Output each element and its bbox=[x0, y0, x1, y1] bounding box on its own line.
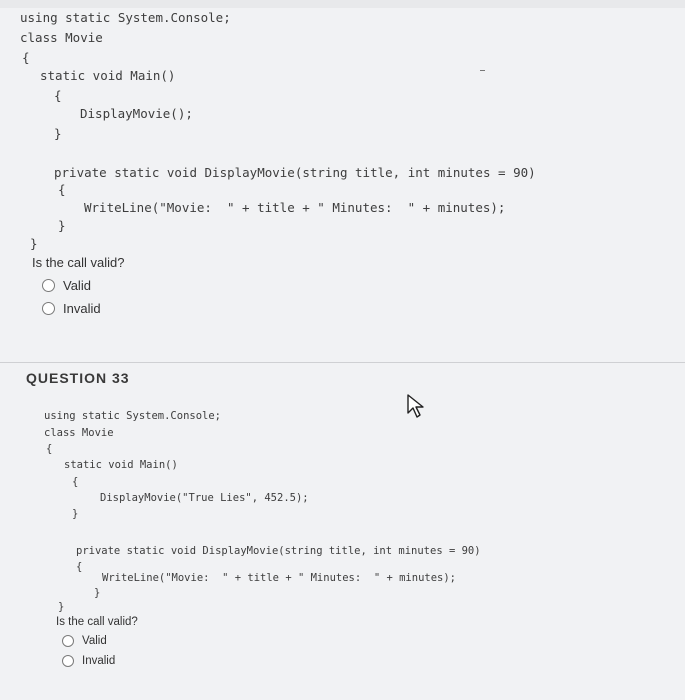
code-line: class Movie bbox=[20, 30, 103, 45]
code-line: { bbox=[22, 50, 30, 65]
section-divider bbox=[0, 362, 685, 363]
code-line: { bbox=[46, 443, 53, 455]
code-line: class Movie bbox=[44, 427, 114, 439]
question-prompt: Is the call valid? bbox=[32, 255, 125, 270]
radio-button[interactable] bbox=[42, 302, 55, 315]
option-invalid[interactable] bbox=[42, 301, 101, 316]
question-prompt: Is the call valid? bbox=[56, 616, 138, 628]
top-strip bbox=[0, 0, 685, 8]
question-header: QUESTION 33 bbox=[26, 370, 130, 386]
option-valid[interactable] bbox=[62, 635, 107, 647]
code-line: using static System.Console; bbox=[44, 410, 222, 422]
option-label: Invalid bbox=[82, 655, 116, 667]
mouse-cursor-icon bbox=[406, 393, 430, 419]
code-line: { bbox=[54, 88, 62, 103]
code-line: using static System.Console; bbox=[20, 10, 231, 25]
code-line: DisplayMovie(); bbox=[80, 106, 193, 121]
stray-mark bbox=[480, 70, 485, 71]
code-line: } bbox=[58, 601, 65, 613]
radio-button[interactable] bbox=[62, 635, 74, 647]
option-label: Valid bbox=[82, 635, 107, 647]
code-line: { bbox=[72, 476, 79, 488]
code-line: } bbox=[94, 587, 101, 599]
option-label: Valid bbox=[63, 278, 91, 293]
code-line: { bbox=[76, 561, 83, 573]
option-valid[interactable] bbox=[42, 278, 91, 293]
code-line: static void Main() bbox=[40, 68, 176, 83]
radio-button[interactable] bbox=[42, 279, 55, 292]
code-line: private static void DisplayMovie(string title, int minutes = 90) bbox=[54, 165, 536, 180]
code-line: { bbox=[58, 182, 66, 197]
code-line: private static void DisplayMovie(string title, int minutes = 90) bbox=[76, 545, 481, 557]
code-line: } bbox=[58, 218, 66, 233]
code-line: WriteLine("Movie: " + title + " Minutes: " + minutes); bbox=[102, 572, 457, 584]
option-label: Invalid bbox=[63, 301, 101, 316]
code-line: WriteLine("Movie: " + title + " Minutes: " + minutes); bbox=[84, 200, 506, 215]
code-line: } bbox=[30, 236, 38, 251]
code-line: static void Main() bbox=[64, 459, 178, 471]
code-line: } bbox=[72, 508, 79, 520]
radio-button[interactable] bbox=[62, 655, 74, 667]
code-line: } bbox=[54, 126, 62, 141]
code-line: DisplayMovie("True Lies", 452.5); bbox=[100, 492, 309, 504]
option-invalid[interactable] bbox=[62, 655, 115, 667]
